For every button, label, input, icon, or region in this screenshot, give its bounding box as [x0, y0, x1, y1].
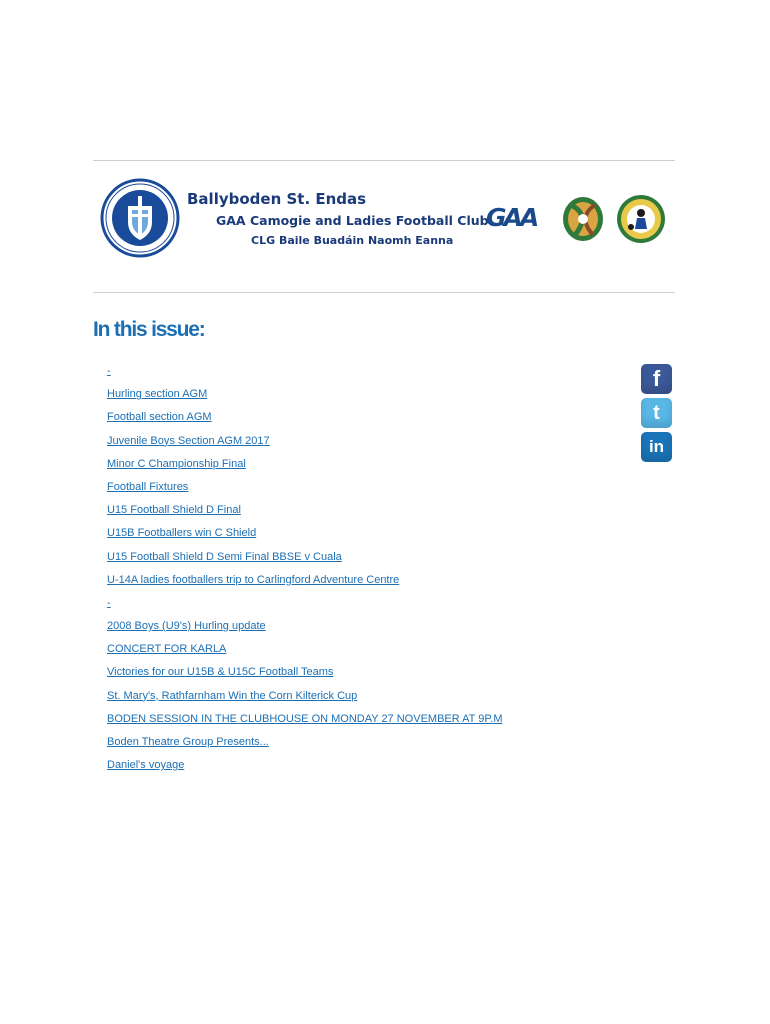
issue-link[interactable]: Minor C Championship Final	[107, 457, 246, 470]
list-item	[107, 638, 503, 661]
club-name: Ballyboden St. Endas	[187, 190, 367, 208]
list-item	[107, 592, 503, 615]
issue-link[interactable]: Victories for our U15B & U15C Football Teams	[107, 666, 334, 679]
list-item	[107, 360, 503, 383]
list-item	[107, 430, 503, 453]
issue-link[interactable]: Football Fixtures	[107, 480, 189, 493]
list-item	[107, 731, 503, 754]
list-item	[107, 708, 503, 731]
issue-link[interactable]: Hurling section AGM	[107, 388, 208, 401]
facebook-icon[interactable]: f	[641, 364, 672, 394]
list-item	[107, 522, 503, 545]
list-item	[107, 406, 503, 429]
issue-link[interactable]: Boden Theatre Group Presents...	[107, 736, 269, 748]
camogie-logo-icon	[561, 195, 605, 243]
list-item	[107, 569, 503, 592]
linkedin-icon[interactable]: in	[641, 432, 672, 462]
club-crest-icon	[98, 178, 182, 258]
top-divider	[93, 160, 675, 161]
issue-heading: In this issue:	[93, 318, 205, 341]
list-item	[107, 615, 503, 638]
list-item	[107, 383, 503, 406]
bottom-divider	[93, 292, 675, 293]
issue-link[interactable]: U15 Football Shield D Final	[107, 504, 241, 517]
issue-link-list	[107, 360, 503, 777]
club-irish-name: CLG Baile Buadáin Naomh Eanna	[251, 234, 454, 247]
list-item	[107, 661, 503, 684]
list-item	[107, 546, 503, 569]
issue-link[interactable]: CONCERT FOR KARLA	[107, 643, 227, 656]
list-item	[107, 754, 503, 777]
issue-link-separator[interactable]: -	[107, 596, 111, 609]
club-name-block	[187, 190, 489, 247]
issue-link[interactable]: U15B Footballers win C Shield	[107, 527, 257, 540]
issue-link[interactable]: BODEN SESSION IN THE CLUBHOUSE ON MONDAY 27 NOVEMBER AT 9P.M	[107, 712, 503, 725]
issue-link[interactable]: Juvenile Boys Section AGM 2017	[107, 434, 270, 447]
club-subtitle: GAA Camogie and Ladies Football Club	[216, 213, 489, 228]
gaa-logo-icon: GAA	[486, 203, 537, 232]
issue-link[interactable]: Football section AGM	[107, 411, 212, 424]
issue-link[interactable]: U-14A ladies footballers trip to Carlingford Adventure Centre	[107, 573, 400, 586]
ladies-football-logo-icon	[613, 193, 669, 245]
list-item	[107, 476, 503, 499]
issue-link[interactable]: Daniel's voyage	[107, 759, 185, 772]
issue-link[interactable]: St. Mary's, Rathfarnham Win the Corn Kilterick Cup	[107, 689, 358, 702]
issue-link[interactable]: U15 Football Shield D Semi Final BBSE v Cuala	[107, 550, 342, 563]
list-item	[107, 453, 503, 476]
twitter-icon[interactable]: t	[641, 398, 672, 428]
list-item	[107, 685, 503, 708]
issue-link-separator[interactable]: -	[107, 365, 111, 377]
issue-link[interactable]: 2008 Boys (U9's) Hurling update	[107, 620, 266, 633]
list-item	[107, 499, 503, 522]
